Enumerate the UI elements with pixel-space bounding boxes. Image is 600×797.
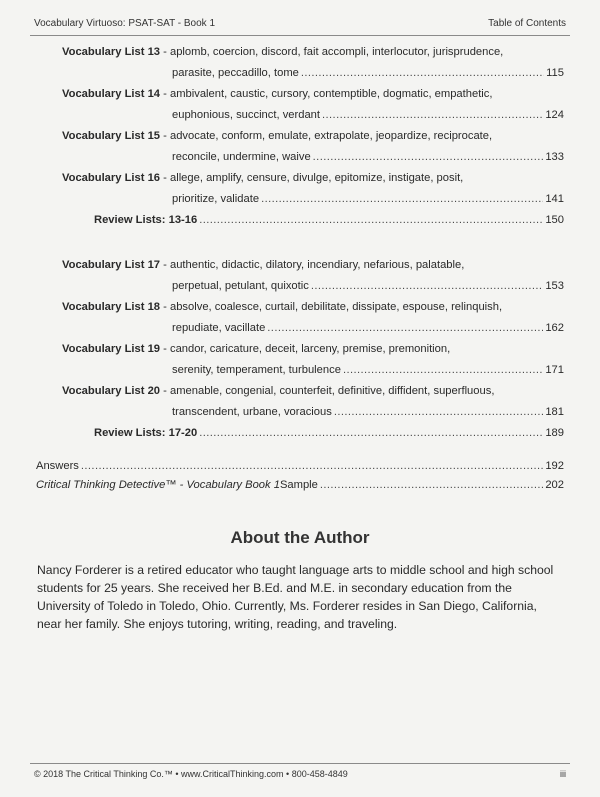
leader-dots	[301, 67, 544, 79]
leader-dots	[81, 460, 543, 472]
page-number: 153	[545, 280, 564, 292]
list-words-cont: parasite, peccadillo, tome	[172, 67, 299, 79]
toc-entry	[0, 259, 600, 301]
leader-dots	[313, 151, 544, 163]
review-entry	[0, 427, 600, 449]
list-words: - amenable, congenial, counterfeit, definitive, diffident, superfluous,	[160, 385, 495, 397]
list-label: Vocabulary List 16	[62, 172, 161, 184]
list-label: Vocabulary List 18	[62, 301, 161, 313]
page-number: 202	[545, 479, 564, 491]
answers-entry	[36, 460, 564, 479]
answers-label: Answers	[36, 460, 79, 472]
about-title: About the Author	[230, 528, 370, 547]
toc-entry	[0, 385, 600, 427]
sample-label: Critical Thinking Detective™ - Vocabulary Book 1	[36, 479, 280, 491]
book-title-header: Vocabulary Virtuoso: PSAT-SAT - Book 1	[34, 18, 216, 29]
page-number: 115	[546, 67, 564, 79]
list-label: Vocabulary List 14	[62, 88, 161, 100]
review-entry	[0, 214, 600, 236]
toc-entry	[0, 46, 600, 88]
toc-entry	[0, 88, 600, 130]
page-number: 150	[545, 214, 564, 226]
leader-dots	[334, 406, 543, 418]
about-line: near her family. She enjoys tutoring, writing, reading, and traveling.	[37, 617, 398, 631]
list-words-cont: reconcile, undermine, waive	[172, 151, 311, 163]
list-label: Vocabulary List 19	[62, 343, 161, 355]
about-line: University of Toledo in Toledo, Ohio. Currently, Ms. Forderer resides in San Diego, California,	[37, 599, 537, 613]
sample-suffix: Sample	[279, 479, 318, 491]
leader-dots	[261, 193, 543, 205]
list-words: - authentic, didactic, dilatory, incendiary, nefarious, palatable,	[160, 259, 465, 271]
toc-entry	[0, 172, 600, 214]
list-words: - allege, amplify, censure, divulge, epitomize, instigate, posit,	[160, 172, 464, 184]
list-words-cont: repudiate, vacillate	[172, 322, 266, 334]
list-words-cont: euphonious, succinct, verdant	[172, 109, 321, 121]
toc-back-matter	[0, 460, 600, 498]
toc-entry	[0, 343, 600, 385]
list-label: Vocabulary List 15	[62, 130, 161, 142]
page-number-footer: iii	[560, 769, 566, 779]
page-number: 181	[545, 406, 564, 418]
page-number: 171	[545, 364, 564, 376]
leader-dots	[343, 364, 543, 376]
list-words: - absolve, coalesce, curtail, debilitate, dissipate, espouse, relinquish,	[160, 301, 503, 313]
sample-entry	[36, 479, 564, 498]
list-words-cont: transcendent, urbane, voracious	[172, 406, 332, 418]
list-label: Vocabulary List 17	[62, 259, 161, 271]
page-number: 141	[545, 193, 564, 205]
list-words: - candor, caricature, deceit, larceny, premise, premonition,	[160, 343, 451, 355]
leader-dots	[267, 322, 543, 334]
toc-entry	[0, 301, 600, 343]
page-number: 162	[545, 322, 564, 334]
copyright: © 2018 The Critical Thinking Co.™ • www.CriticalThinking.com • 800-458-4849	[34, 769, 348, 779]
leader-dots	[311, 280, 543, 292]
list-words: - ambivalent, caustic, cursory, contemptible, dogmatic, empathetic,	[160, 88, 493, 100]
footer-rule	[30, 763, 570, 764]
leader-dots	[199, 214, 543, 226]
toc-group-b	[0, 259, 600, 449]
list-words: - aplomb, coercion, discord, fait accompli, interlocutor, jurisprudence,	[160, 46, 504, 58]
review-label: Review Lists: 17-20	[94, 427, 198, 439]
list-words-cont: prioritize, validate	[172, 193, 260, 205]
leader-dots	[199, 427, 543, 439]
toc-group-a	[0, 46, 600, 236]
leader-dots	[320, 479, 543, 491]
list-words: - advocate, conform, emulate, extrapolate, jeopardize, reciprocate,	[160, 130, 493, 142]
toc-entry	[0, 130, 600, 172]
leader-dots	[322, 109, 543, 121]
about-line: students for 25 years. She received her B.Ed. and M.E. in secondary education from the	[37, 581, 512, 595]
page-number: 189	[545, 427, 564, 439]
header-rule	[30, 35, 570, 36]
list-words-cont: perpetual, petulant, quixotic	[172, 280, 309, 292]
about-body	[37, 561, 577, 633]
review-label: Review Lists: 13-16	[94, 214, 198, 226]
page-number: 133	[545, 151, 564, 163]
section-header: Table of Contents	[488, 18, 566, 29]
page-number: 192	[545, 460, 564, 472]
list-words-cont: serenity, temperament, turbulence	[172, 364, 341, 376]
list-label: Vocabulary List 13	[62, 46, 161, 58]
page-number: 124	[545, 109, 564, 121]
about-line: Nancy Forderer is a retired educator who taught language arts to middle school and high school	[37, 563, 554, 577]
list-label: Vocabulary List 20	[62, 385, 161, 397]
